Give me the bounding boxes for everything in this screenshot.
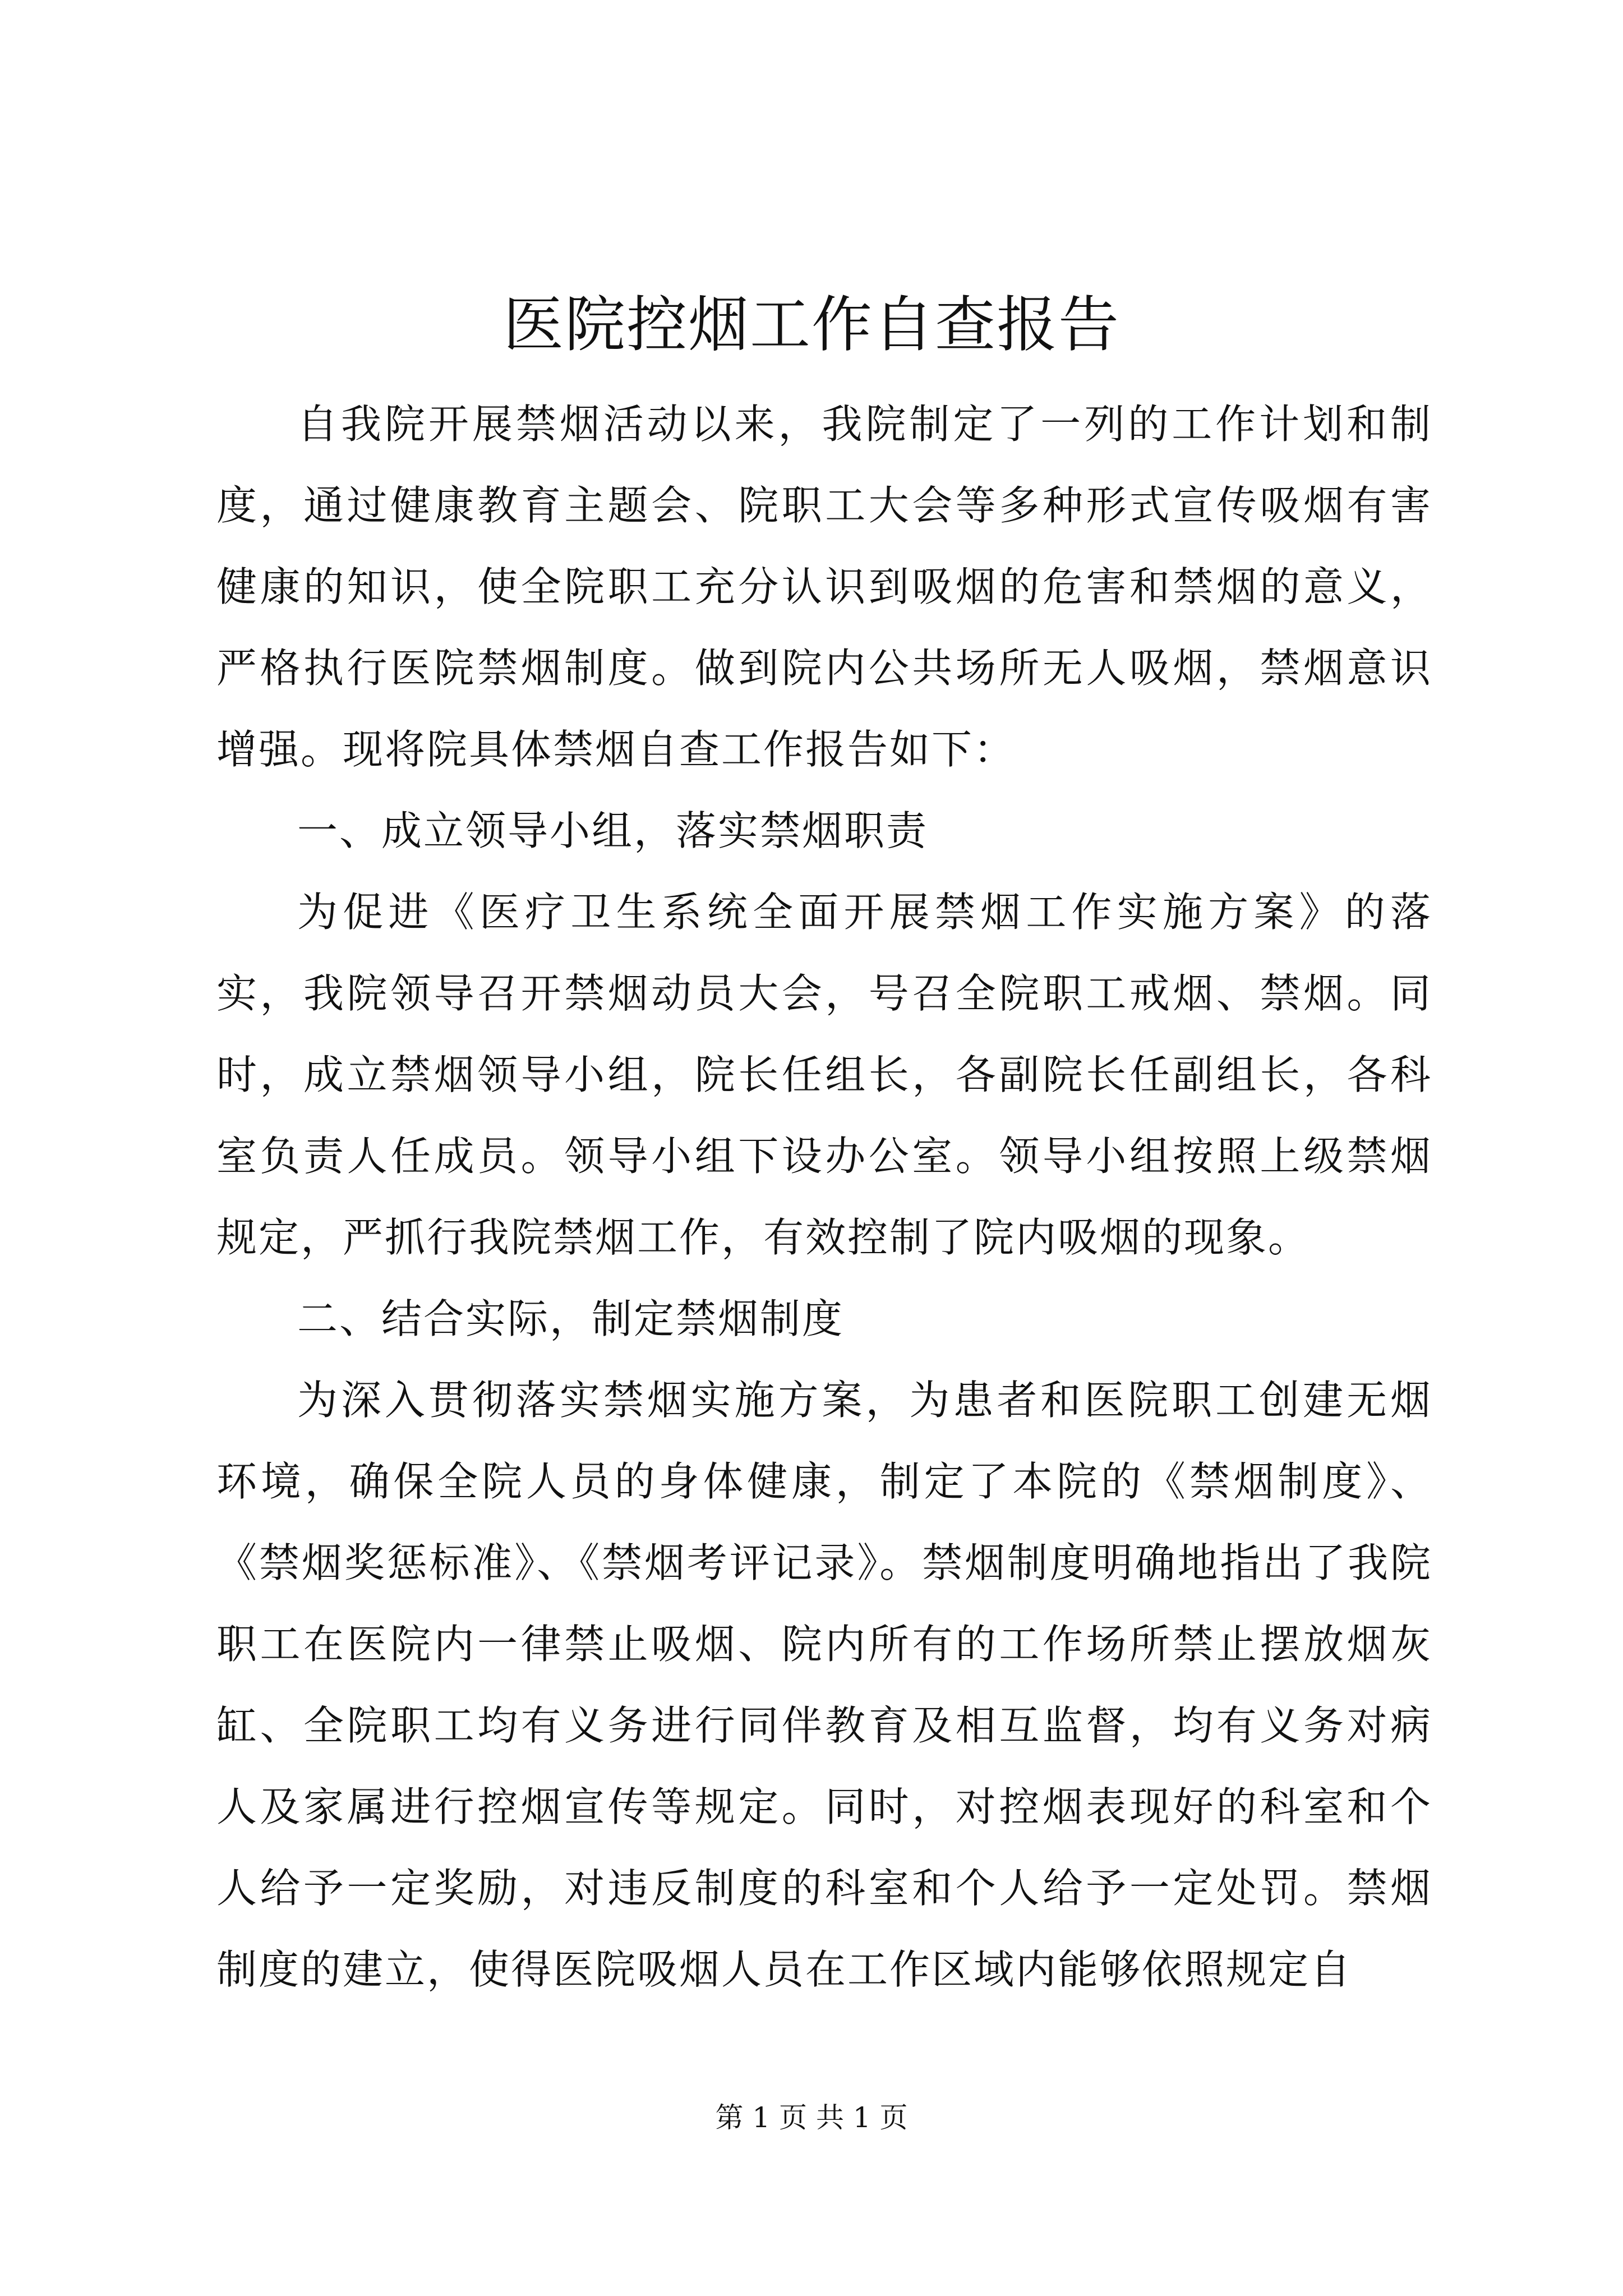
document-title: 医院控烟工作自查报告: [502, 290, 1120, 360]
paragraph-section-1: 为促进《医疗卫生系统全面开展禁烟工作实施方案》的落实，我院领导召开禁烟动员大会，号召全院职工戒烟、禁烟。同时，成立禁烟领导小组，院长任组长，各副院长任副组长，各科室负责人任成员。领导小组下设办公室。领导小组按照上级禁烟规定，严抓行我院禁烟工作，有效控制了院内吸烟的现象。: [216, 889, 1432, 1261]
page-footer: 第 1 页 共 1 页: [715, 2101, 908, 2134]
section-heading-1: 一、成立领导小组，落实禁烟职责: [297, 807, 929, 854]
paragraph-section-2: 为深入贯彻落实禁烟实施方案，为患者和医院职工创建无烟环境，确保全院人员的身体健康，制定了本院的《禁烟制度》、《禁烟奖惩标准》、《禁烟考评记录》。禁烟制度明确地指出了我院职工在医院内一律禁止吸烟、院内所有的工作场所禁止摆放烟灰缸、全院职工均有义务进行同伴教育及相互监督，均有义务对病人及家属进行控烟宣传等规定。同时，对控烟表现好的科室和个人给予一定奖励，对违反制度的科室和个人给予一定处罚。禁烟制度的建立，使得医院吸烟人员在工作区域内能够依照规定自: [216, 1377, 1432, 1993]
paragraph-intro: 自我院开展禁烟活动以来，我院制定了一列的工作计划和制度，通过健康教育主题会、院职工大会等多种形式宣传吸烟有害健康的知识，使全院职工充分认识到吸烟的危害和禁烟的意义，严格执行医院禁烟制度。做到院内公共场所无人吸烟，禁烟意识增强。现将院具体禁烟自查工作报告如下：: [216, 401, 1432, 773]
document-body: [216, 384, 1432, 2010]
section-heading-2: 二、结合实际，制定禁烟制度: [297, 1295, 845, 1342]
